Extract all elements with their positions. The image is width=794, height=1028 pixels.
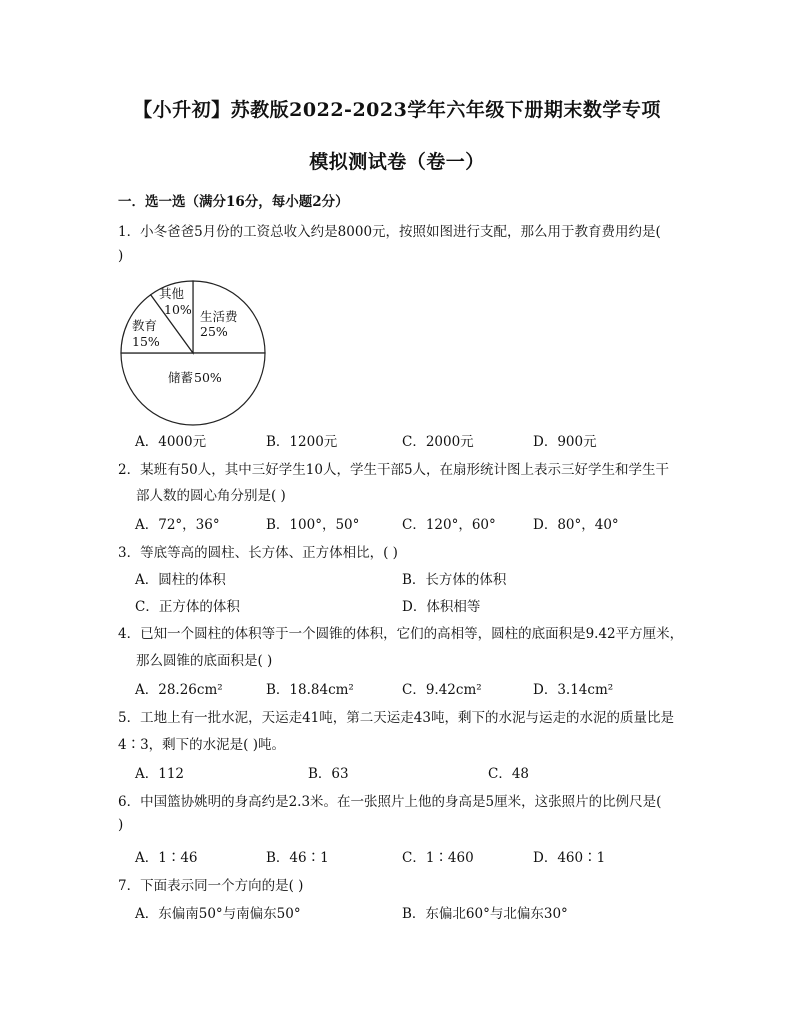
question-1-text-cont: ) — [118, 248, 124, 264]
pie-chart — [118, 278, 268, 432]
section-heading: 一．选一选（满分16分，每小题2分） — [118, 194, 349, 210]
pie-value-living: 25% — [200, 324, 228, 339]
q2-option-c: C．120°，60° — [402, 517, 496, 533]
q2-option-b: B．100°，50° — [266, 517, 360, 533]
q4-option-a: A．28.26cm² — [135, 682, 223, 698]
question-4-text: 4．已知一个圆柱的体积等于一个圆锥的体积，它们的高相等，圆柱的底面积是9.42平方厘米， — [118, 626, 684, 642]
q4-option-b: B．18.84cm² — [266, 682, 354, 698]
q7-option-a: A．东偏南50°与南偏东50° — [135, 906, 301, 922]
q3-option-c: C．正方体的体积 — [135, 599, 240, 615]
q3-option-b: B．长方体的体积 — [402, 572, 507, 588]
question-4-text-cont: 那么圆锥的底面积是( ) — [136, 653, 273, 669]
q6-option-d: D．460∶1 — [533, 850, 606, 866]
pie-slice-savings — [121, 353, 265, 425]
q6-option-a: A．1∶46 — [135, 850, 198, 866]
q5-option-b: B．63 — [308, 766, 349, 782]
question-5-text-cont: 4∶3，剩下的水泥是( )吨。 — [118, 737, 286, 753]
question-6-text-cont: ) — [118, 817, 124, 833]
q3-option-a: A．圆柱的体积 — [135, 572, 226, 588]
q3-option-d: D．体积相等 — [402, 599, 481, 615]
question-1-text: 1．小冬爸爸5月份的工资总收入约是8000元，按照如图进行支配，那么用于教育费用约是( — [118, 224, 661, 240]
pie-label-savings: 储蓄 — [168, 370, 194, 385]
question-2-text: 2．某班有50人，其中三好学生10人，学生干部5人，在扇形统计图上表示三好学生和学生干 — [118, 462, 670, 478]
q1-option-d: D．900元 — [533, 434, 597, 450]
q5-option-c: C．48 — [488, 766, 530, 782]
pie-label-other: 其他 — [159, 286, 185, 301]
question-6-text: 6．中国篮协姚明的身高约是2.3米。在一张照片上他的身高是5厘米，这张照片的比例尺是( — [118, 794, 662, 810]
q6-option-b: B．46∶1 — [266, 850, 329, 866]
q4-option-d: D．3.14cm² — [533, 682, 614, 698]
pie-chart-svg — [118, 278, 268, 428]
question-3-text: 3．等底等高的圆柱、长方体、正方体相比，( ) — [118, 545, 398, 561]
title-line-2: 模拟测试卷（卷一） — [309, 151, 485, 173]
q2-option-a: A．72°，36° — [135, 517, 220, 533]
q2-option-d: D．80°，40° — [533, 517, 619, 533]
q5-option-a: A．112 — [135, 766, 185, 782]
q1-option-c: C．2000元 — [402, 434, 474, 450]
pie-value-savings: 50% — [194, 370, 222, 385]
q1-option-a: A．4000元 — [135, 434, 207, 450]
pie-value-other: 10% — [164, 302, 192, 317]
q6-option-c: C．1∶460 — [402, 850, 474, 866]
q4-option-c: C．9.42cm² — [402, 682, 482, 698]
pie-label-education: 教育 — [132, 318, 158, 333]
pie-value-education: 15% — [132, 334, 160, 349]
title-line-1: 【小升初】苏教版2022-2023学年六年级下册期末数学专项 — [133, 99, 661, 121]
q1-option-b: B．1200元 — [266, 434, 338, 450]
pie-label-living: 生活费 — [200, 309, 238, 324]
question-7-text: 7．下面表示同一个方向的是( ) — [118, 878, 304, 894]
question-5-text: 5．工地上有一批水泥，天运走41吨，第二天运走43吨，剩下的水泥与运走的水泥的质量比是 — [118, 710, 674, 726]
question-2-text-cont: 部人数的圆心角分别是( ) — [136, 488, 286, 504]
q7-option-b: B．东偏北60°与北偏东30° — [402, 906, 568, 922]
